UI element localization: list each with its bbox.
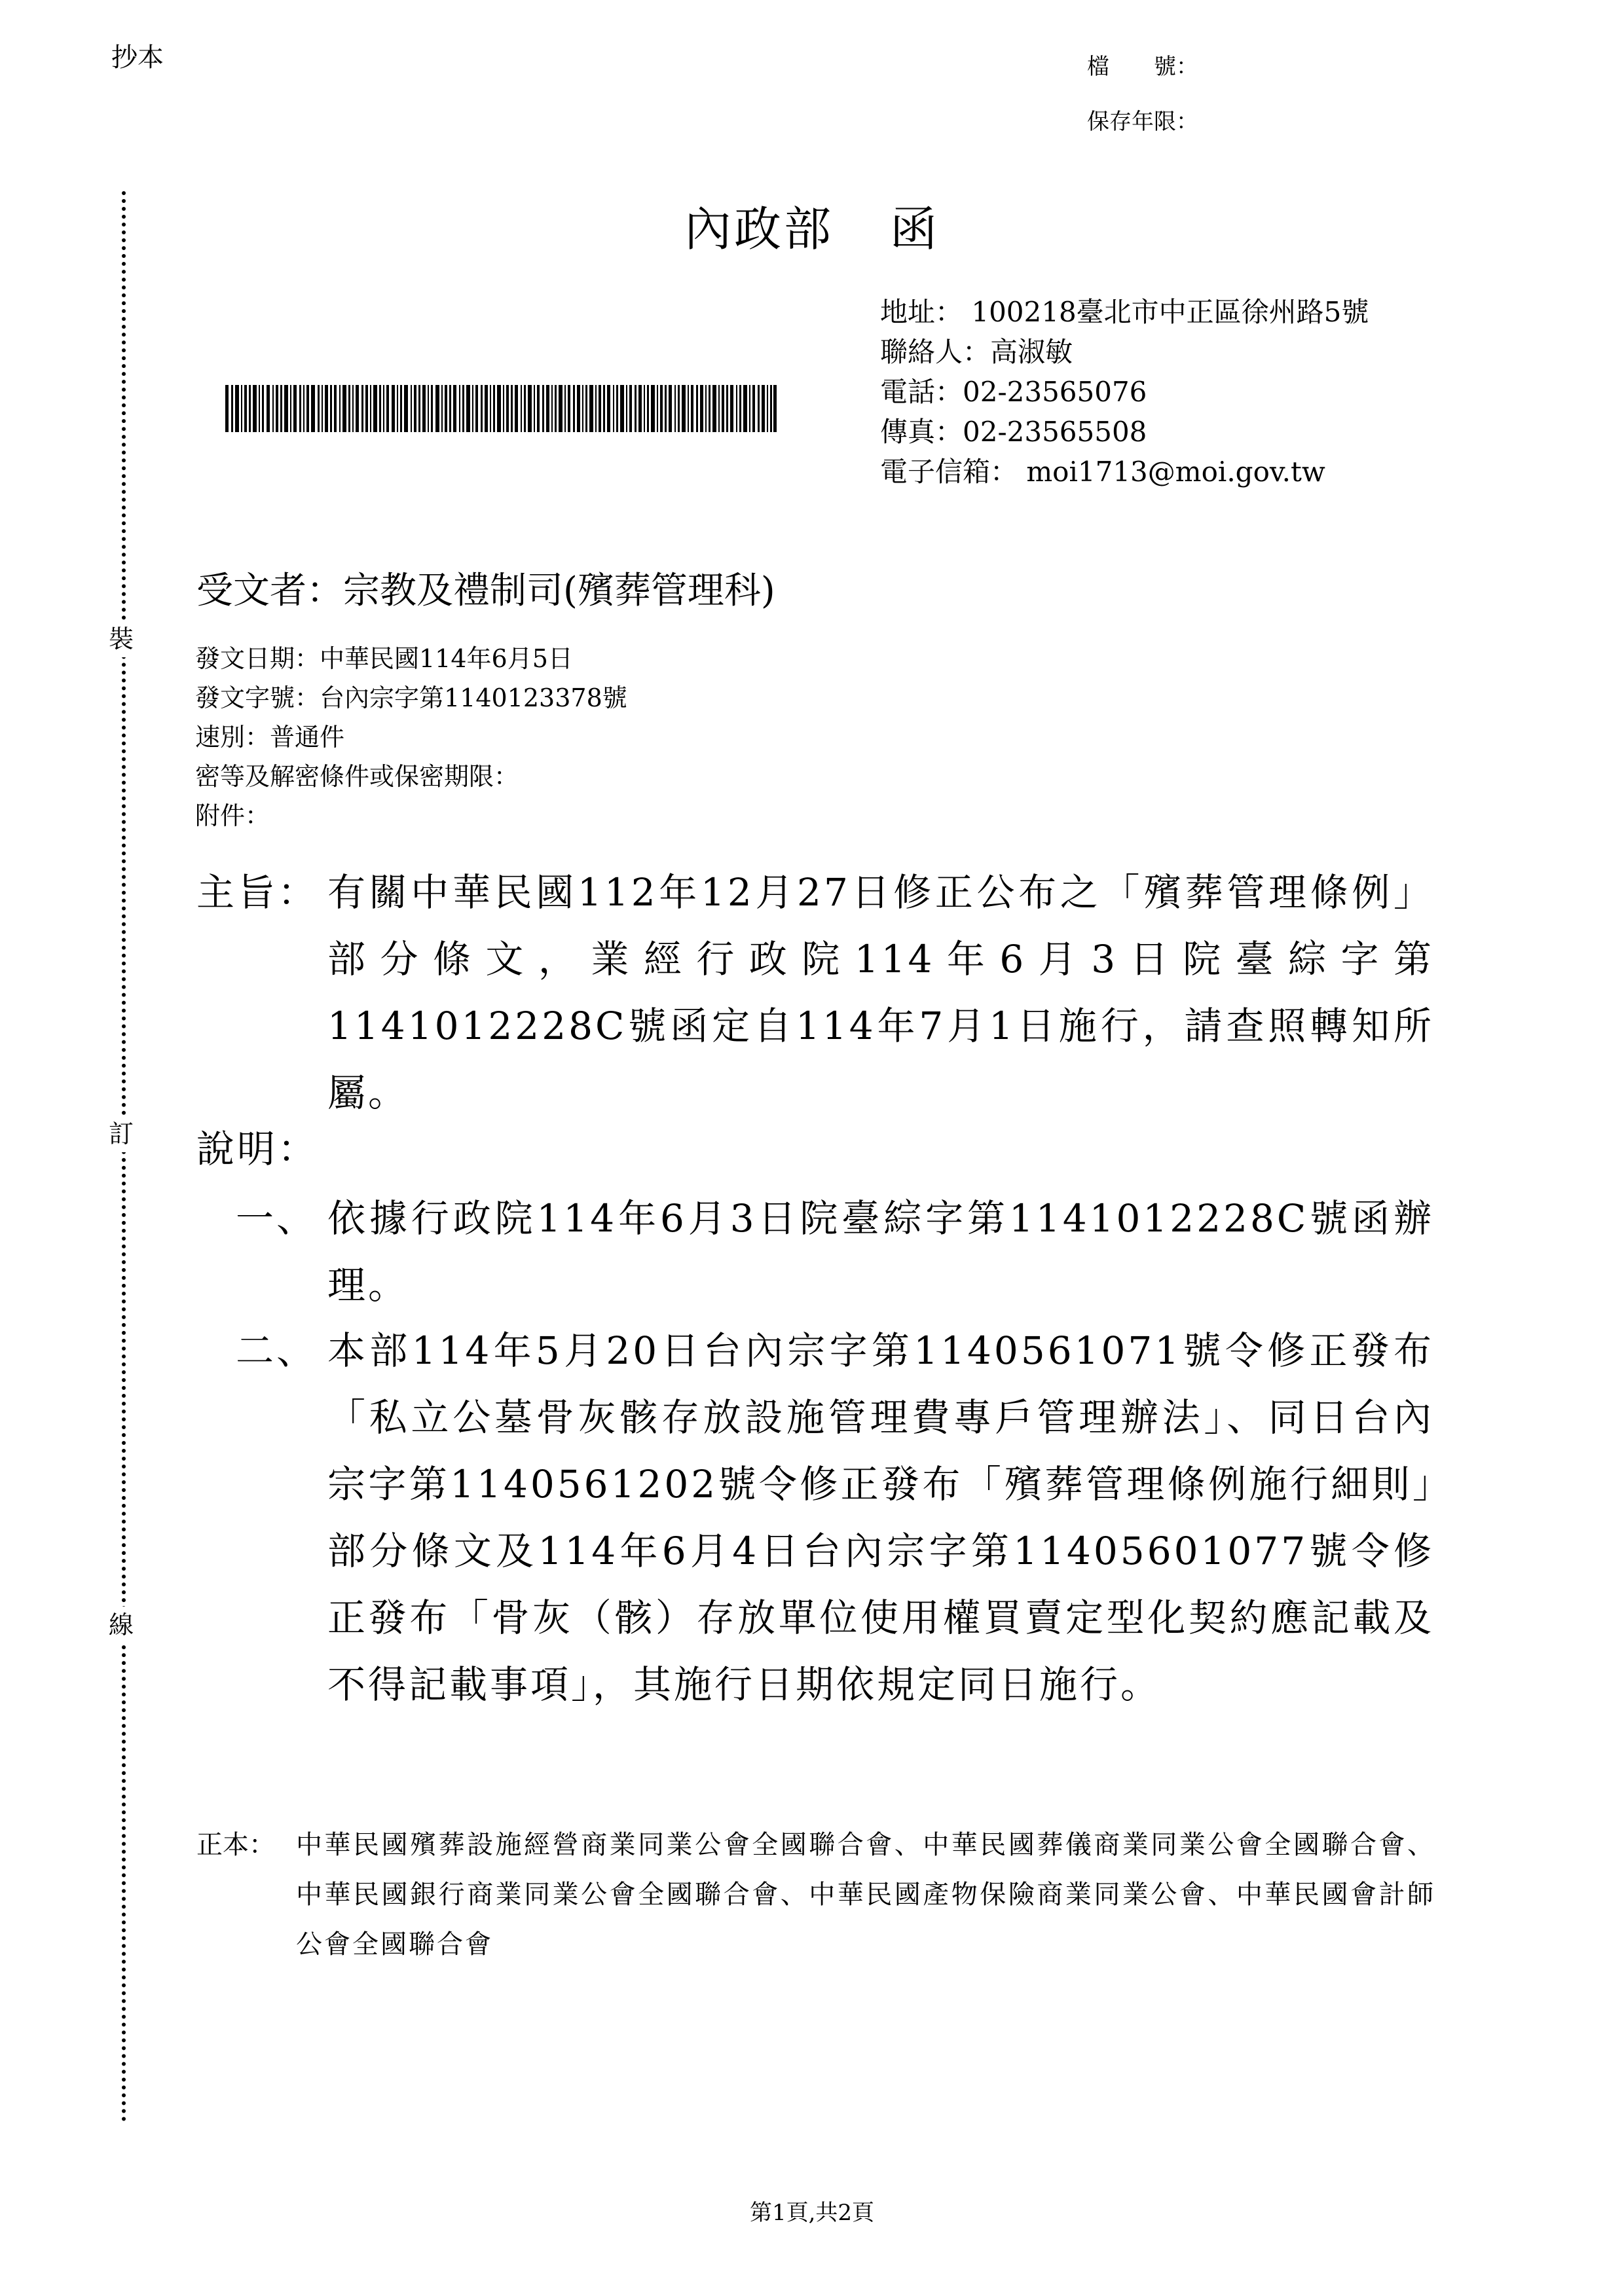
distribution-list: 中華民國殯葬設施經營商業同業公會全國聯合會、中華民國葬儀商業同業公會全國聯合會、中華民國銀行商業同業公會全國聯合會、中華民國產物保險商業同業公會、中華民國會計師公會全國聯合會: [296, 1830, 1435, 1959]
file-number-label: 檔 號：: [1087, 54, 1198, 80]
distribution-label: 正本：: [196, 1830, 275, 1860]
retention-label: 保存年限：: [1087, 109, 1198, 135]
issue-date: 發文日期：中華民國114年6月5日: [195, 644, 573, 673]
recipient: 受文者：宗教及禮制司(殯葬管理科): [196, 570, 775, 612]
document-title: [0, 191, 1624, 259]
classification: 密等及解密條件或保密期限：: [195, 762, 519, 791]
explanation-item-text: 依據行政院114年6月3日院臺綜字第1141012228C號函辦理。: [327, 1196, 1434, 1307]
contact-block: [880, 292, 1369, 492]
fax: 傳真：02-23565508: [880, 416, 1147, 448]
document-type: 函: [890, 202, 940, 257]
binding-mark-xian: 線: [109, 1607, 134, 1643]
contact-person: 聯絡人：高淑敏: [880, 336, 1073, 368]
email-link[interactable]: 電子信箱： moi1713@moi.gov.tw: [880, 456, 1325, 488]
address: 地址： 100218臺北市中正區徐州路5號: [880, 296, 1369, 328]
binding-mark-zhuang: 裝: [109, 621, 134, 657]
phone: 電話：02-23565076: [880, 376, 1147, 408]
binding-mark-ding: 訂: [109, 1116, 134, 1152]
speed-class: 速別：普通件: [195, 723, 345, 752]
barcode: [225, 385, 777, 432]
copy-mark: 抄本: [111, 43, 164, 73]
issue-number: 發文字號：台內宗字第1140123378號: [195, 683, 627, 712]
explanation-item-number: 二、: [236, 1328, 318, 1373]
explanation-item-text: 本部114年5月20日台內宗字第1140561071號令修正發布「私立公墓骨灰骸存放設施管理費專戶管理辦法」、同日台內宗字第1140561202號令修正發布「殯葬管理條例施行細則」部分條文及114年6月4日台內宗字第11405601077號令修正發布「骨灰（骸）存放單位使用權買賣定型化契約應記載及不得記載事項」，其施行日期依規定同日施行。: [327, 1328, 1434, 1707]
file-meta: [1087, 39, 1198, 149]
subject-label: 主旨：: [196, 870, 319, 915]
document-meta: [195, 639, 627, 835]
binding-dotted-line: [122, 191, 126, 2123]
subject-text: 有關中華民國112年12月27日修正公布之「殯葬管理條例」部分條文，業經行政院114年6月3日院臺綜字第1141012228C號函定自114年7月1日施行，請查照轉知所屬。: [327, 870, 1434, 1115]
agency-name: 內政部: [684, 202, 834, 257]
attachment: 附件：: [195, 801, 270, 830]
explanation-item-number: 一、: [236, 1196, 318, 1241]
explanation-label: 說明：: [196, 1127, 319, 1171]
page-number: 第1頁,共2頁: [749, 2200, 875, 2226]
